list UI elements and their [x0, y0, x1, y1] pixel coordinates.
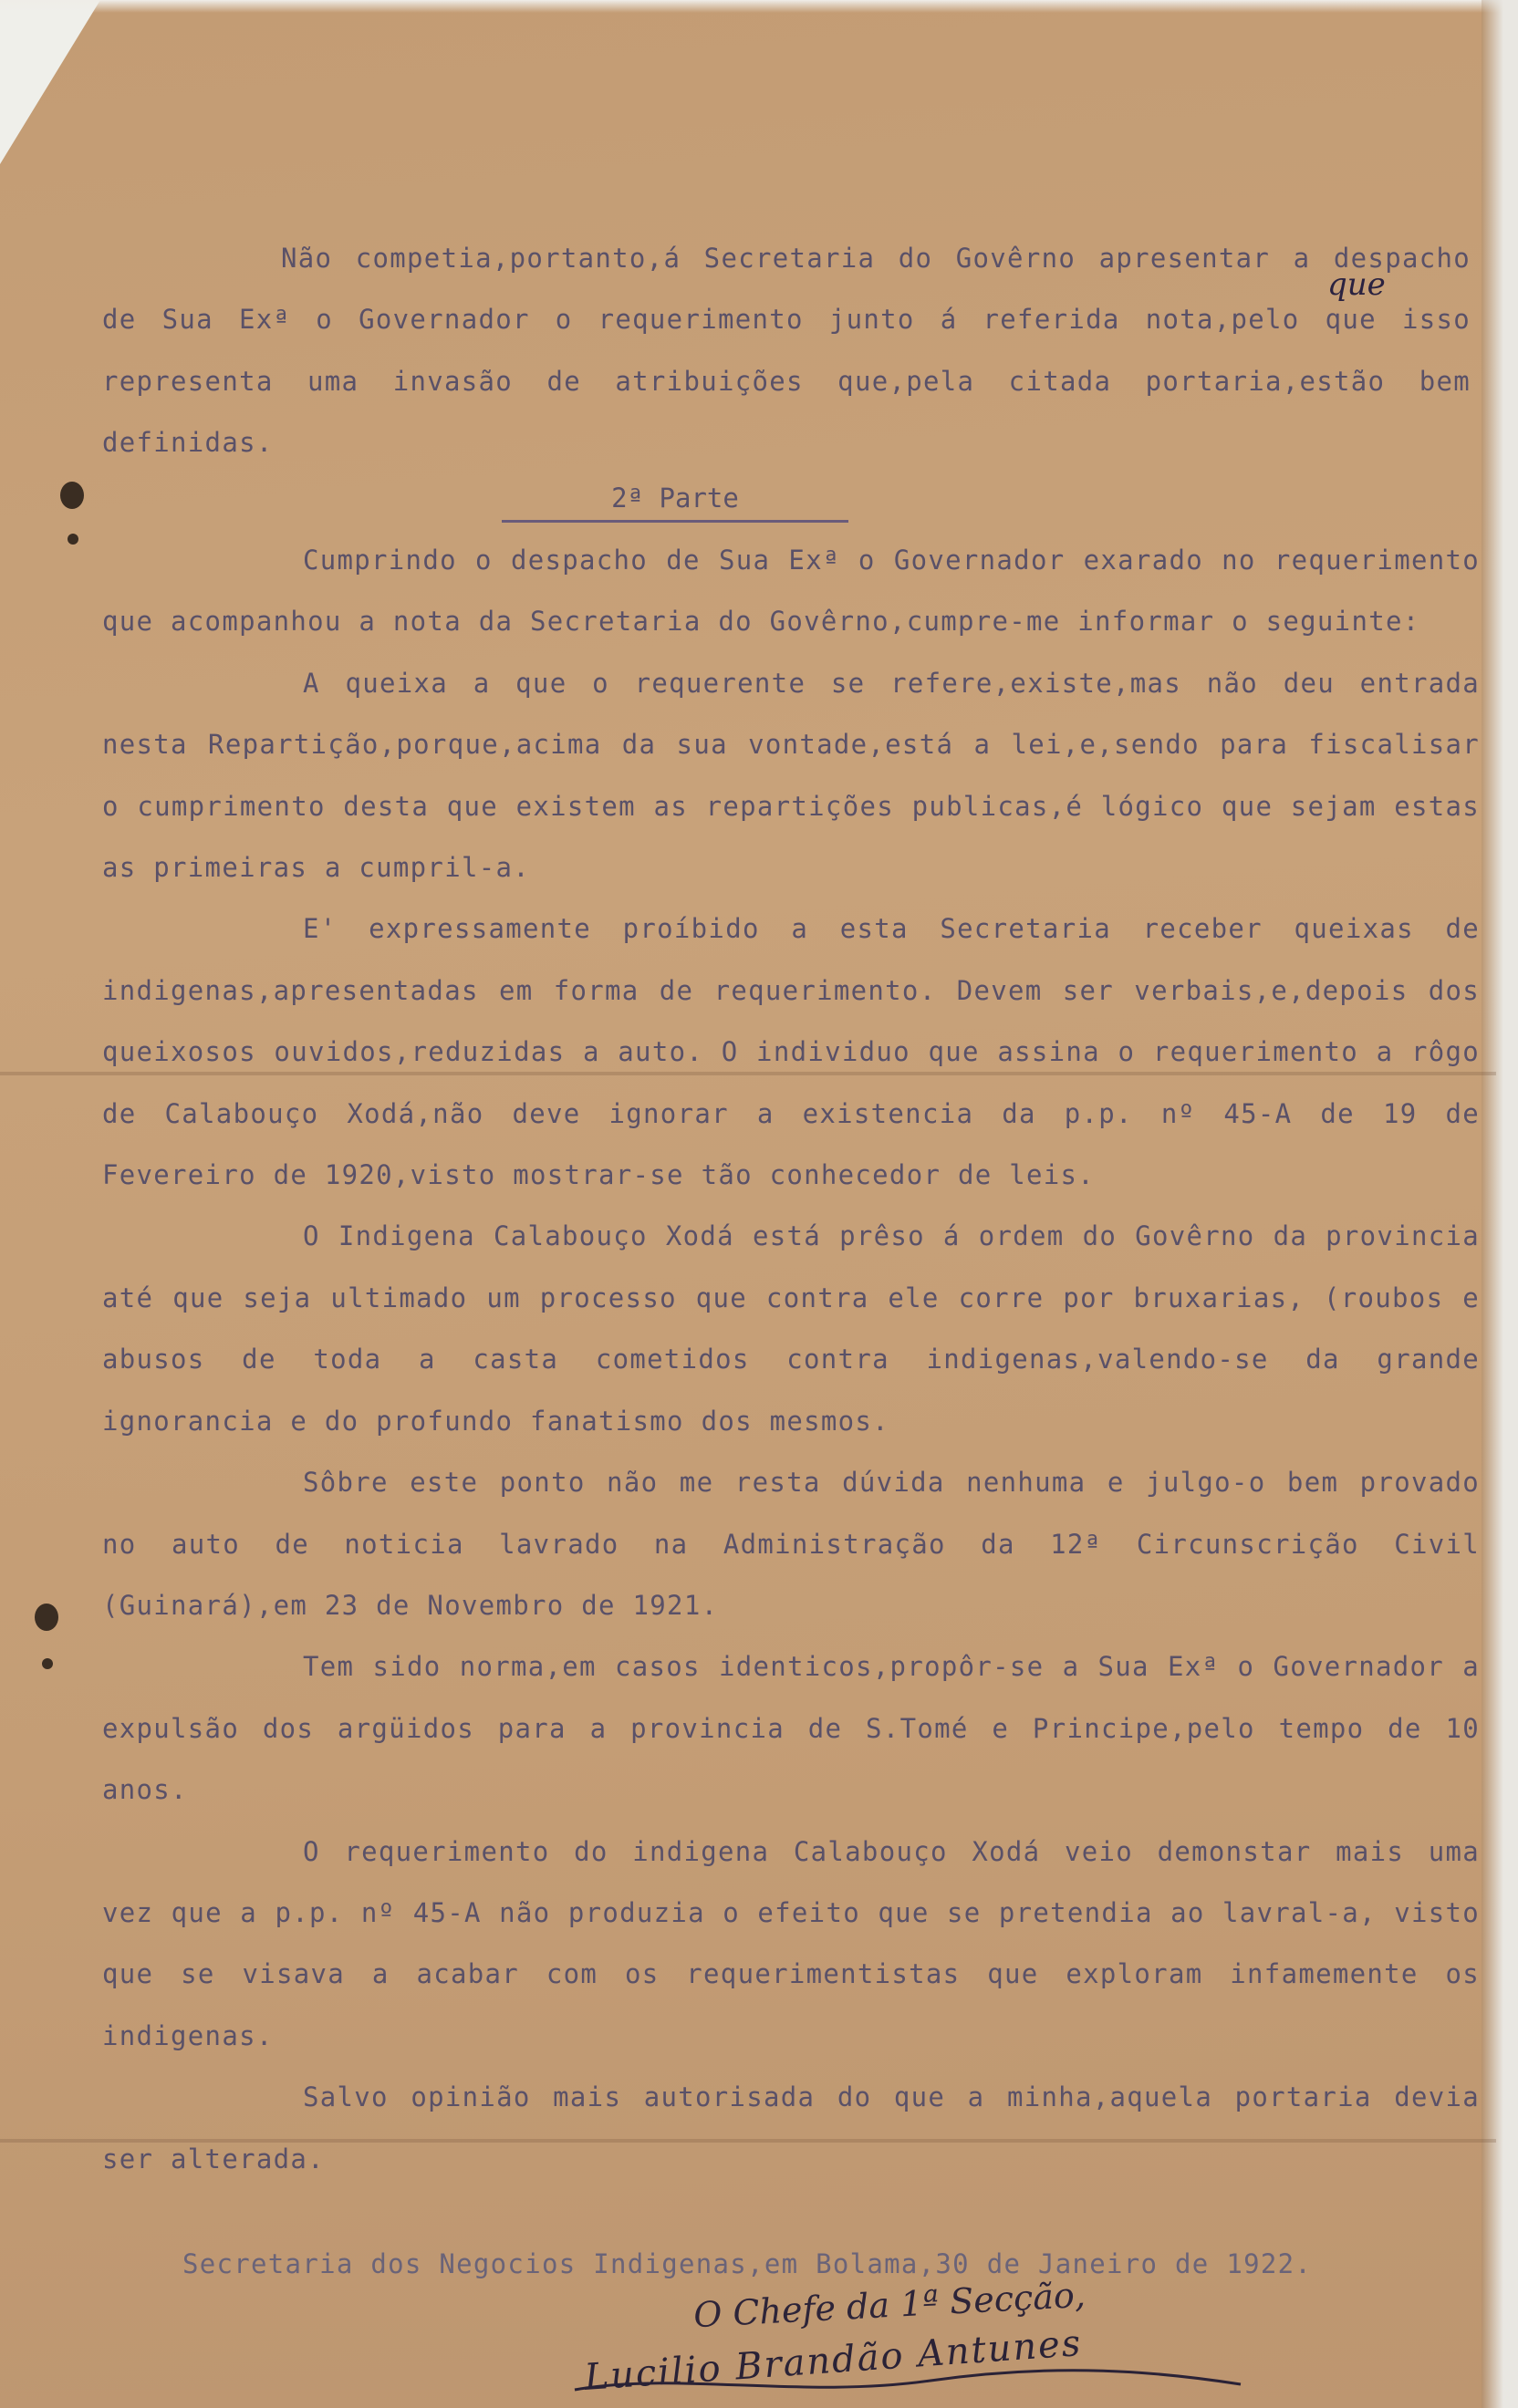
- punch-hole: [68, 534, 78, 545]
- handwritten-correction: que: [1327, 266, 1386, 303]
- punch-hole: [42, 1658, 53, 1669]
- signature: Lucilio Brandão Antunes: [583, 2321, 1084, 2400]
- section-heading: 2ª Parte: [502, 476, 848, 523]
- paragraph: O Indigena Calabouço Xodá está prêso á ordem do Govêrno da provincia até que seja ultimado um processo que contra ele corre por bruxarias, (roubos e abusos de toda a casta cometidos contra indigenas,valendo-se da grande ignorancia e do profundo fanatismo dos mesmos.: [102, 1220, 1480, 1437]
- paragraph: Sôbre este ponto não me resta dúvida nenhuma e julgo-o bem provado no auto de noticia lavrado na Administração da 12ª Circunscrição Civil (Guinará),em 23 de Novembro de 1921.: [102, 1467, 1480, 1621]
- paragraph: A queixa a que o requerente se refere,existe,mas não deu entrada nesta Repartição,porque,acima da sua vontade,está a lei,e,sendo para fiscalisar o cumprimento desta que existem as repartições publicas,é lógico que sejam estas as primeiras a cumpril-a.: [102, 667, 1480, 884]
- paragraph: Tem sido norma,em casos identicos,propôr-se a Sua Exª o Governador a expulsão dos argüidos para a provincia de S.Tomé e Principe,pelo tempo de 10 anos.: [102, 1651, 1480, 1806]
- paragraph: Cumprindo o despacho de Sua Exª o Governador exarado no requerimento que acompanhou a nota da Secretaria do Govêrno,cumpre-me informar o seguinte:: [102, 545, 1480, 638]
- punch-hole: [60, 482, 84, 509]
- intro-block: [102, 228, 1471, 474]
- paragraph: Salvo opinião mais autorisada do que a minha,aquela portaria devia ser alterada.: [102, 2081, 1480, 2174]
- punch-hole: [35, 1604, 58, 1631]
- torn-corner: [0, 0, 100, 164]
- body-text: [102, 530, 1480, 2190]
- signature-underline: [566, 2344, 1259, 2408]
- paper-right-edge: [1482, 0, 1518, 2408]
- paragraph: E' expressamente proíbido a esta Secretaria receber queixas de indigenas,apresentadas em forma de requerimento. Devem ser verbais,e,depois dos queixosos ouvidos,reduzidas a auto. O individuo que assina o requerimento a rôgo de Calabouço Xodá,não deve ignorar a existencia da p.p. nº 45-A de 19 de Fevereiro de 1920,visto mostrar-se tão conhecedor de leis.: [102, 913, 1480, 1191]
- paragraph: O requerimento do indigena Calabouço Xodá veio demonstar mais uma vez que a p.p. nº 45-A não produzia o efeito que se pretendia ao lavral-a, visto que se visava a acabar com os requerimentistas que exploram infamemente os indigenas.: [102, 1835, 1480, 2051]
- closing-line: Secretaria dos Negocios Indigenas,em Bolama,30 de Janeiro de 1922.: [182, 2248, 1313, 2279]
- intro-paragraph: Não competia,portanto,á Secretaria do Govêrno apresentar a despacho de Sua Exª o Governador o requerimento junto á referida nota,pelo que isso representa uma invasão de atribuições que,pela citada portaria,estão bem definidas.: [102, 243, 1471, 459]
- paper-top-edge: [0, 0, 1518, 13]
- signature-title: O Chefe da 1ª Secção,: [692, 2274, 1087, 2336]
